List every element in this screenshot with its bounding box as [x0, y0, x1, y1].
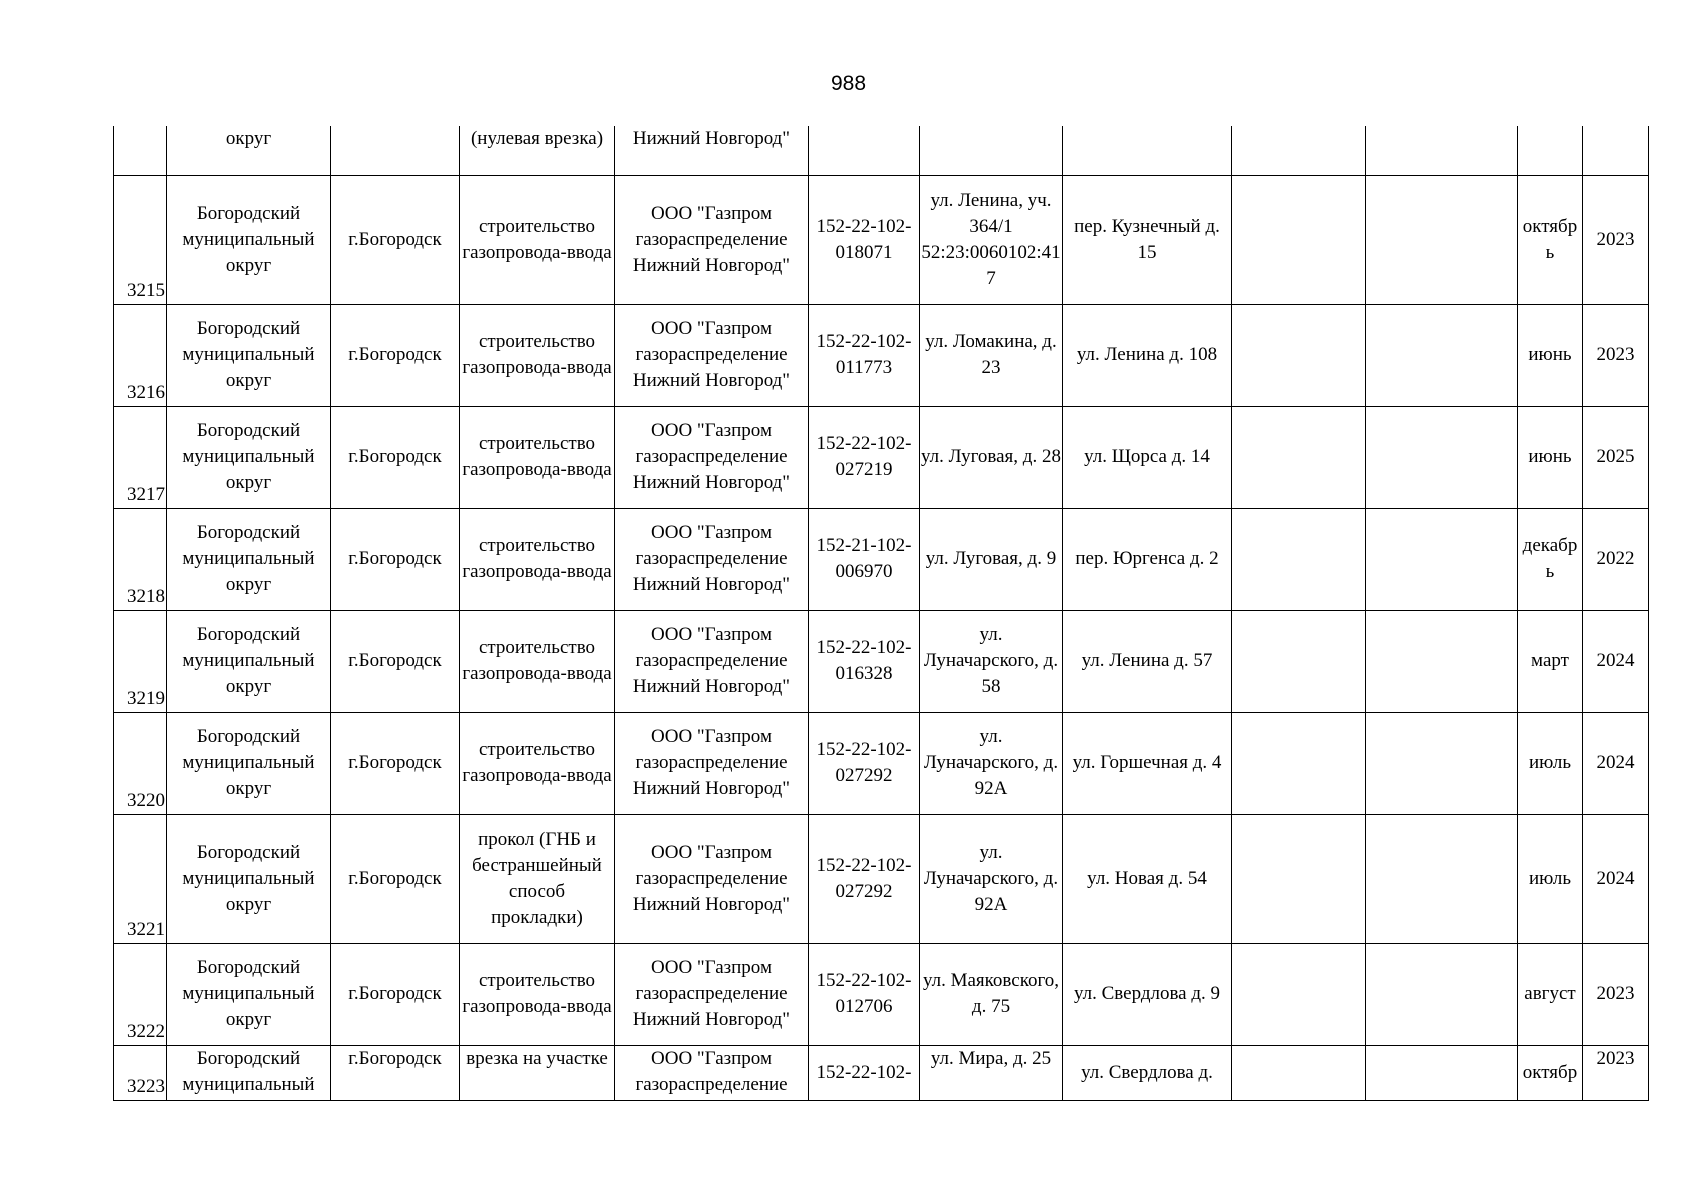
cell-district: Богородский муниципальный округ	[167, 814, 331, 943]
cell-extra-1	[1232, 943, 1366, 1045]
table-row	[114, 814, 1649, 943]
cell-month: июль	[1518, 712, 1583, 814]
cell-year: 2024	[1583, 712, 1649, 814]
cell-work-type: строительство газопровода-ввода	[460, 943, 615, 1045]
cell-locality: г.Богородск	[331, 943, 460, 1045]
cell-month: октябр	[1518, 1045, 1583, 1100]
cell-extra-2	[1366, 610, 1518, 712]
cell-district: Богородский муниципальный округ	[167, 712, 331, 814]
cell-year: 2024	[1583, 814, 1649, 943]
cell-year: 2023	[1583, 1045, 1649, 1100]
cell-object-address: ул. Щорса д. 14	[1063, 406, 1232, 508]
cell-district: Богородский муниципальный округ	[167, 610, 331, 712]
cell-district: Богородский муниципальный округ	[167, 175, 331, 304]
cell-month: июнь	[1518, 406, 1583, 508]
cell-extra-1	[1232, 610, 1366, 712]
cell-district: Богородский муниципальный округ	[167, 508, 331, 610]
cell-organization: ООО "Газпром газораспределение Нижний Новгород"	[615, 175, 809, 304]
cell-locality: г.Богородск	[331, 610, 460, 712]
cell-connection-address: ул. Мира, д. 25	[920, 1045, 1063, 1100]
cell-year: 2022	[1583, 508, 1649, 610]
table-row	[114, 610, 1649, 712]
cell-application: 152-22-102-016328	[809, 610, 920, 712]
cell-num: 3223	[114, 1045, 167, 1100]
cell-num: 3216	[114, 304, 167, 406]
cell-year: 2025	[1583, 406, 1649, 508]
cell-application: 152-22-102-011773	[809, 304, 920, 406]
cell-month	[1518, 126, 1583, 175]
cell-extra-2	[1366, 943, 1518, 1045]
cell-object-address: ул. Новая д. 54	[1063, 814, 1232, 943]
page-number: 988	[830, 72, 867, 95]
cell-extra-1	[1232, 814, 1366, 943]
table-row	[114, 406, 1649, 508]
cell-object-address: ул. Горшечная д. 4	[1063, 712, 1232, 814]
cell-num: 3220	[114, 712, 167, 814]
cell-connection-address: ул. Ленина, уч. 364/1 52:23:0060102:417	[920, 175, 1063, 304]
table-row	[114, 943, 1649, 1045]
cell-num: 3222	[114, 943, 167, 1045]
cell-connection-address: ул. Луначарского, д. 58	[920, 610, 1063, 712]
cell-extra-1	[1232, 1045, 1366, 1100]
cell-locality: г.Богородск	[331, 508, 460, 610]
cell-locality: г.Богородск	[331, 304, 460, 406]
cell-num: 3215	[114, 175, 167, 304]
table-row	[114, 712, 1649, 814]
table-row-continuation	[114, 126, 1649, 175]
cell-num	[114, 126, 167, 175]
cell-application: 152-22-102-012706	[809, 943, 920, 1045]
cell-object-address: пер. Юргенса д. 2	[1063, 508, 1232, 610]
cell-object-address	[1063, 126, 1232, 175]
cell-object-address: ул. Свердлова д.	[1063, 1045, 1232, 1100]
cell-connection-address	[920, 126, 1063, 175]
cell-year: 2023	[1583, 175, 1649, 304]
cell-organization: ООО "Газпром газораспределение Нижний Новгород"	[615, 406, 809, 508]
cell-application: 152-22-102-027219	[809, 406, 920, 508]
cell-extra-1	[1232, 508, 1366, 610]
cell-extra-1	[1232, 712, 1366, 814]
cell-num: 3218	[114, 508, 167, 610]
cell-locality: г.Богородск	[331, 814, 460, 943]
cell-extra-2	[1366, 508, 1518, 610]
cell-extra-2	[1366, 406, 1518, 508]
cell-organization: ООО "Газпром газораспределение	[615, 1045, 809, 1100]
cell-work-type: строительство газопровода-ввода	[460, 406, 615, 508]
table-row	[114, 304, 1649, 406]
cell-application: 152-22-102-018071	[809, 175, 920, 304]
cell-year	[1583, 126, 1649, 175]
cell-connection-address: ул. Луговая, д. 28	[920, 406, 1063, 508]
cell-extra-1	[1232, 304, 1366, 406]
cell-locality: г.Богородск	[331, 406, 460, 508]
cell-object-address: ул. Ленина д. 108	[1063, 304, 1232, 406]
cell-district: Богородский муниципальный округ	[167, 304, 331, 406]
cell-application: 152-22-102-027292	[809, 712, 920, 814]
cell-extra-1	[1232, 126, 1366, 175]
cell-month: март	[1518, 610, 1583, 712]
cell-year: 2024	[1583, 610, 1649, 712]
cell-district: Богородский муниципальный округ	[167, 943, 331, 1045]
cell-organization: ООО "Газпром газораспределение Нижний Новгород"	[615, 610, 809, 712]
cell-organization: ООО "Газпром газораспределение Нижний Новгород"	[615, 304, 809, 406]
cell-month: август	[1518, 943, 1583, 1045]
gas-connection-table	[113, 126, 1649, 1101]
cell-month: июль	[1518, 814, 1583, 943]
table-row	[114, 508, 1649, 610]
cell-year: 2023	[1583, 943, 1649, 1045]
cell-connection-address: ул. Луначарского, д. 92А	[920, 814, 1063, 943]
cell-work-type: строительство газопровода-ввода	[460, 712, 615, 814]
cell-organization: Нижний Новгород"	[615, 126, 809, 175]
cell-locality: г.Богородск	[331, 175, 460, 304]
cell-district: Богородский муниципальный округ	[167, 406, 331, 508]
cell-extra-2	[1366, 126, 1518, 175]
table-row	[114, 175, 1649, 304]
cell-extra-2	[1366, 175, 1518, 304]
cell-extra-2	[1366, 712, 1518, 814]
cell-locality	[331, 126, 460, 175]
cell-organization: ООО "Газпром газораспределение Нижний Новгород"	[615, 814, 809, 943]
cell-month: октябрь	[1518, 175, 1583, 304]
cell-extra-1	[1232, 406, 1366, 508]
cell-extra-2	[1366, 814, 1518, 943]
cell-extra-1	[1232, 175, 1366, 304]
cell-work-type: прокол (ГНБ и бестраншейный способ прокладки)	[460, 814, 615, 943]
table-row	[114, 1045, 1649, 1100]
cell-num: 3219	[114, 610, 167, 712]
cell-organization: ООО "Газпром газораспределение Нижний Новгород"	[615, 943, 809, 1045]
cell-year: 2023	[1583, 304, 1649, 406]
cell-district: Богородский муниципальный	[167, 1045, 331, 1100]
cell-work-type: строительство газопровода-ввода	[460, 508, 615, 610]
cell-locality: г.Богородск	[331, 712, 460, 814]
cell-object-address: ул. Ленина д. 57	[1063, 610, 1232, 712]
cell-connection-address: ул. Маяковского, д. 75	[920, 943, 1063, 1045]
cell-connection-address: ул. Луговая, д. 9	[920, 508, 1063, 610]
cell-work-type: (нулевая врезка)	[460, 126, 615, 175]
cell-application: 152-21-102-006970	[809, 508, 920, 610]
cell-work-type: строительство газопровода-ввода	[460, 610, 615, 712]
cell-organization: ООО "Газпром газораспределение Нижний Новгород"	[615, 712, 809, 814]
cell-num: 3217	[114, 406, 167, 508]
cell-application: 152-22-102-027292	[809, 814, 920, 943]
cell-month: июнь	[1518, 304, 1583, 406]
cell-district: округ	[167, 126, 331, 175]
cell-object-address: пер. Кузнечный д. 15	[1063, 175, 1232, 304]
cell-extra-2	[1366, 1045, 1518, 1100]
cell-connection-address: ул. Ломакина, д. 23	[920, 304, 1063, 406]
cell-connection-address: ул. Луначарского, д. 92А	[920, 712, 1063, 814]
cell-organization: ООО "Газпром газораспределение Нижний Новгород"	[615, 508, 809, 610]
cell-num: 3221	[114, 814, 167, 943]
cell-extra-2	[1366, 304, 1518, 406]
cell-application	[809, 126, 920, 175]
cell-locality: г.Богородск	[331, 1045, 460, 1100]
cell-work-type: строительство газопровода-ввода	[460, 304, 615, 406]
cell-work-type: строительство газопровода-ввода	[460, 175, 615, 304]
cell-month: декабрь	[1518, 508, 1583, 610]
cell-application: 152-22-102-	[809, 1045, 920, 1100]
cell-object-address: ул. Свердлова д. 9	[1063, 943, 1232, 1045]
cell-work-type: врезка на участке	[460, 1045, 615, 1100]
